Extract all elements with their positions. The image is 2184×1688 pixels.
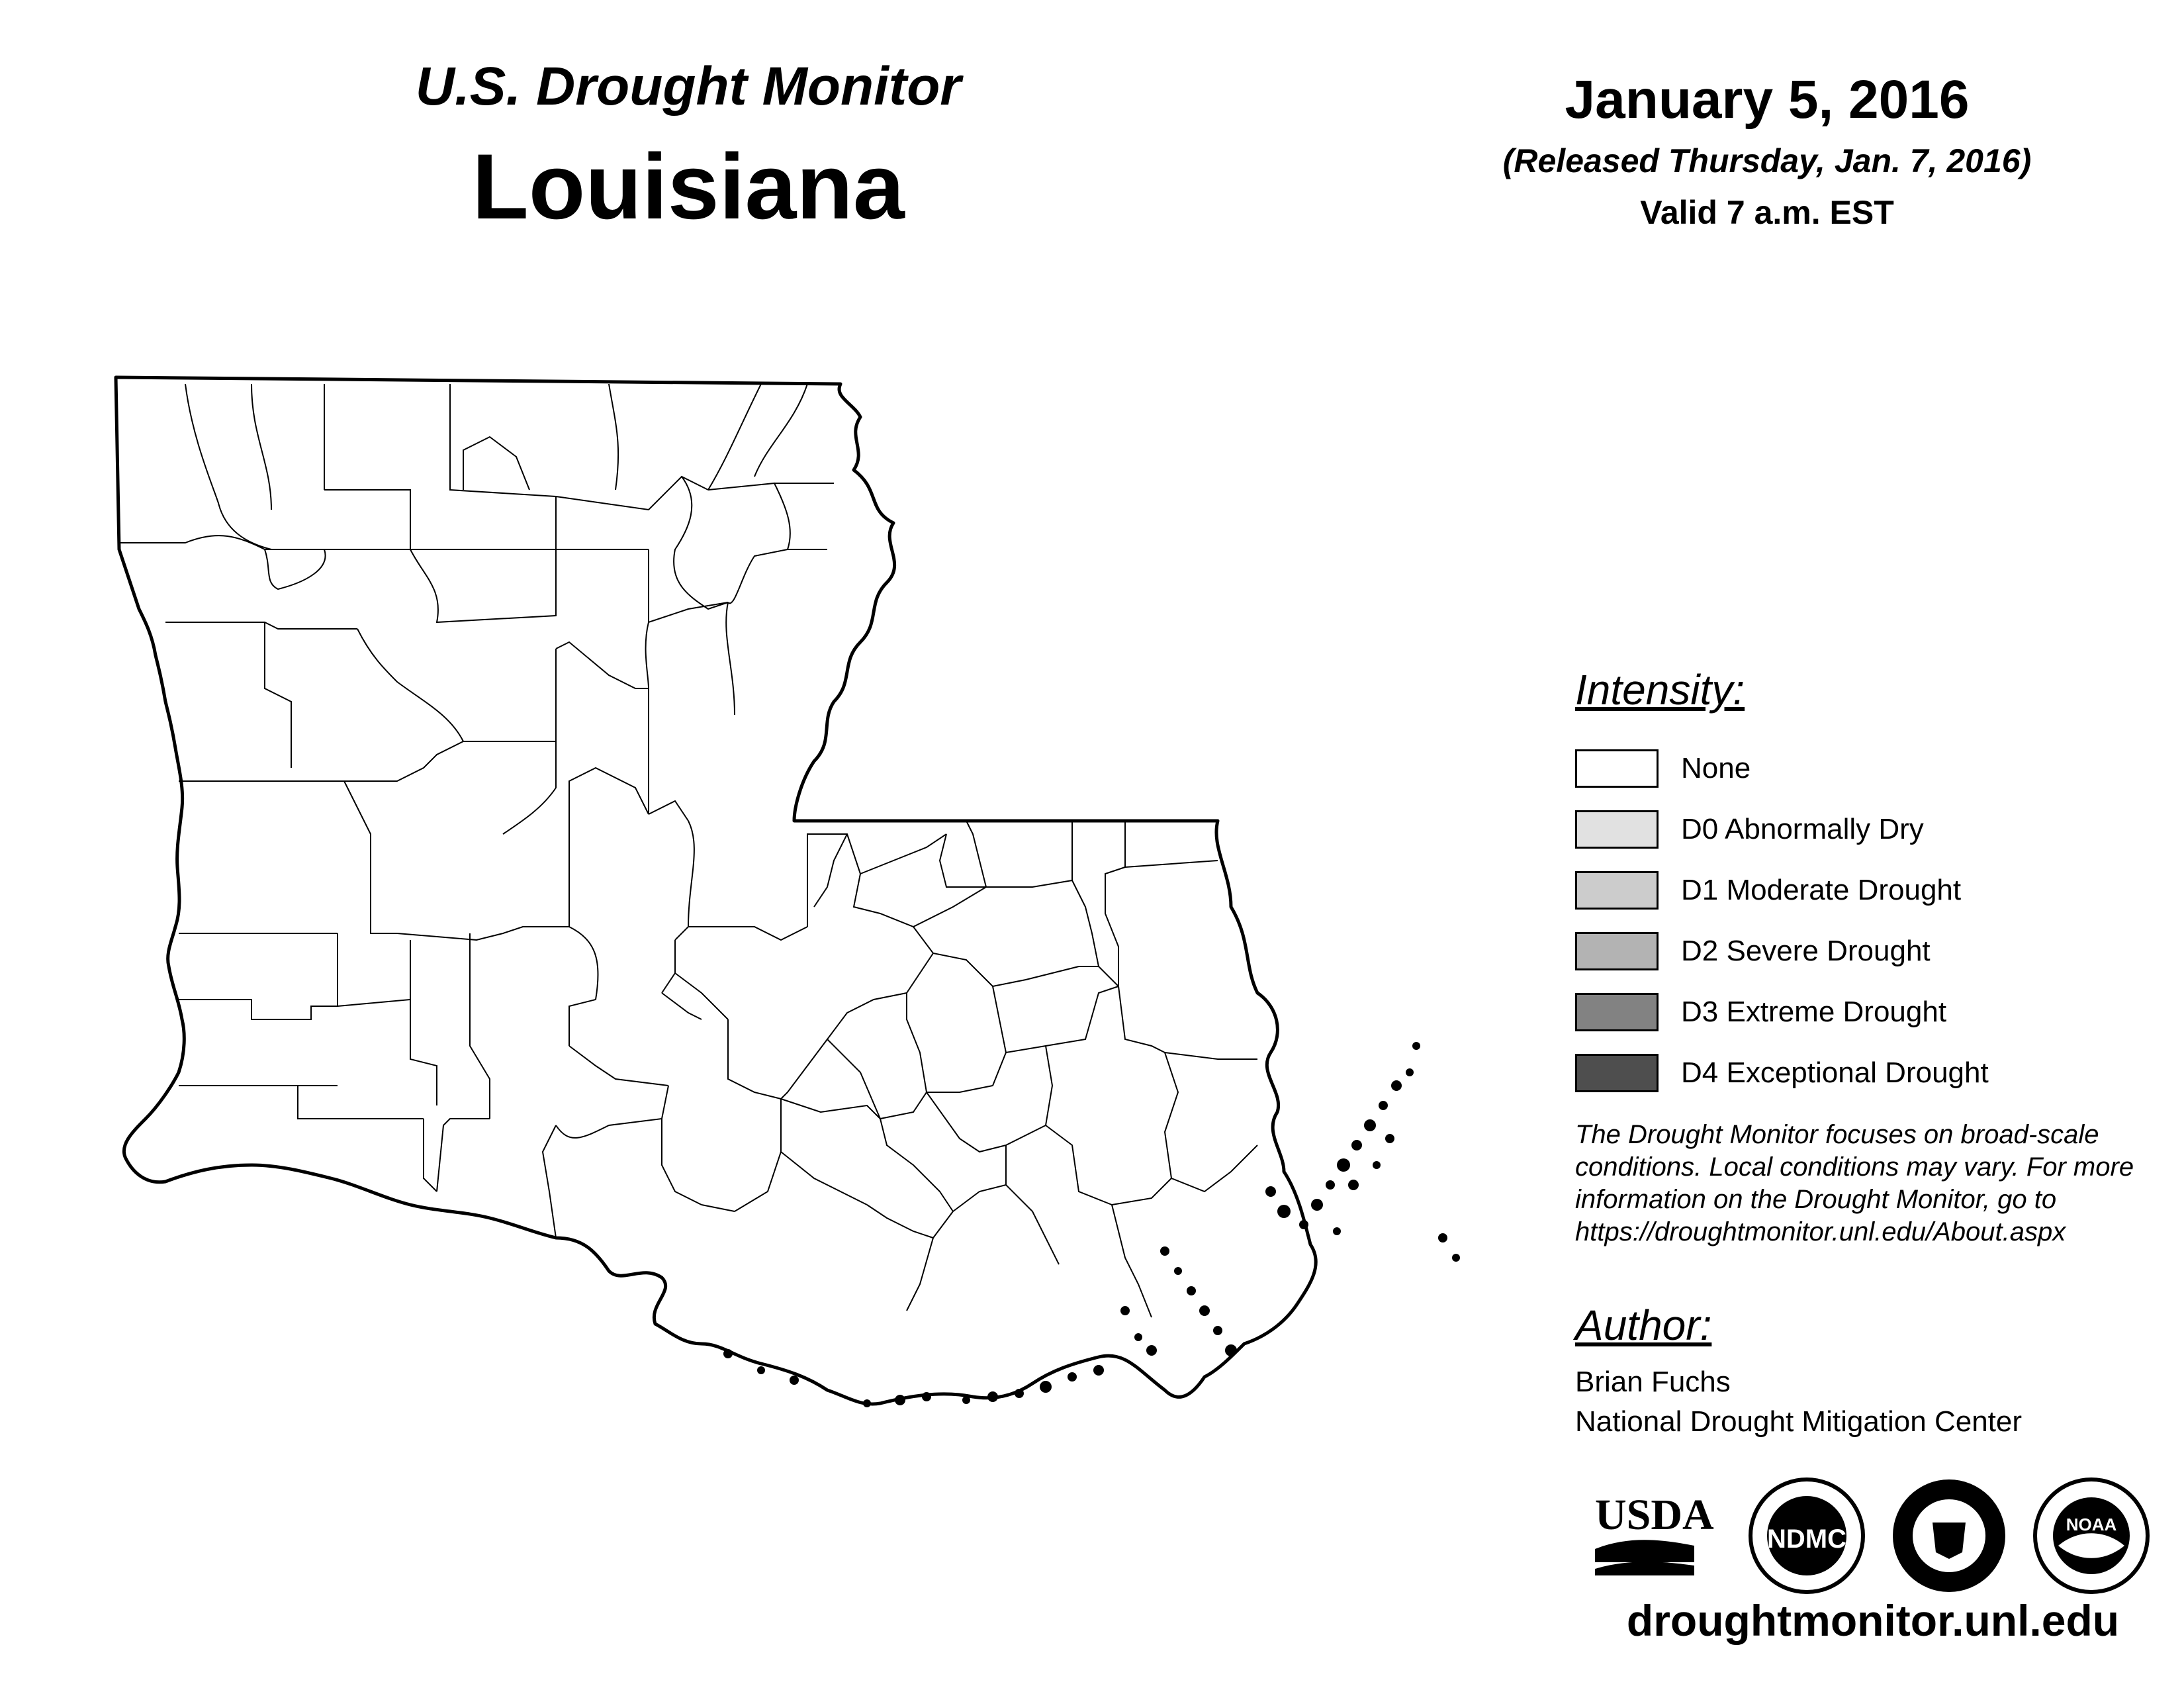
release-date: (Released Thursday, Jan. 7, 2016) <box>1502 142 2032 179</box>
legend-label: D4 Exceptional Drought <box>1681 1056 1989 1089</box>
ndmc-logo-text: NDMC <box>1767 1524 1846 1554</box>
disclaimer-note: The Drought Monitor focuses on broad-scale conditions. Local conditions may vary. For more information on the Drought Monitor, go to https://droughtmonitor.unl.edu/About.aspx <box>1575 1120 2134 1246</box>
author-name: Brian Fuchs <box>1575 1366 1731 1398</box>
legend-label: None <box>1681 752 1751 784</box>
usda-logo <box>1595 1491 1714 1575</box>
website-url[interactable]: droughtmonitor.unl.edu <box>1626 1596 2120 1645</box>
noaa-logo-text: NOAA <box>2066 1515 2117 1534</box>
ndmc-logo <box>1751 1479 1863 1592</box>
author-block <box>1575 1301 2171 1442</box>
legend-swatch <box>1575 932 1659 970</box>
header-right <box>1456 70 2078 232</box>
state-outline <box>116 377 1316 1404</box>
author-heading: Author: <box>1575 1301 1712 1349</box>
partner-logos <box>1588 1476 2158 1595</box>
louisiana-map <box>93 357 1496 1615</box>
legend-swatch <box>1575 749 1659 788</box>
doc-seal-logo <box>1893 1479 2005 1592</box>
noaa-logo <box>2035 1479 2148 1592</box>
legend-item-d1 <box>1575 861 2171 920</box>
legend-item-d3 <box>1575 982 2171 1042</box>
map-date: January 5, 2016 <box>1565 70 1970 130</box>
author-org: National Drought Mitigation Center <box>1575 1405 2023 1438</box>
legend-item-none <box>1575 739 2171 798</box>
valid-time: Valid 7 a.m. EST <box>1640 194 1894 231</box>
legend-item-d4 <box>1575 1043 2171 1103</box>
map-pretitle: U.S. Drought Monitor <box>415 56 962 117</box>
usda-logo-text: USDA <box>1595 1491 1714 1539</box>
legend-swatch <box>1575 810 1659 849</box>
legend-label: D2 Severe Drought <box>1681 935 1931 967</box>
legend-heading: Intensity: <box>1575 666 1745 714</box>
legend-label: D3 Extreme Drought <box>1681 996 1947 1028</box>
legend-swatch <box>1575 871 1659 910</box>
legend-swatch <box>1575 993 1659 1031</box>
legend-item-d2 <box>1575 921 2171 981</box>
header-left <box>331 56 1046 238</box>
legend-item-d0 <box>1575 800 2171 859</box>
legend-label: D1 Moderate Drought <box>1681 874 1962 906</box>
legend-label: D0 Abnormally Dry <box>1681 813 1924 845</box>
legend <box>1575 666 2171 1103</box>
legend-swatch <box>1575 1054 1659 1092</box>
state-title: Louisiana <box>472 134 905 238</box>
